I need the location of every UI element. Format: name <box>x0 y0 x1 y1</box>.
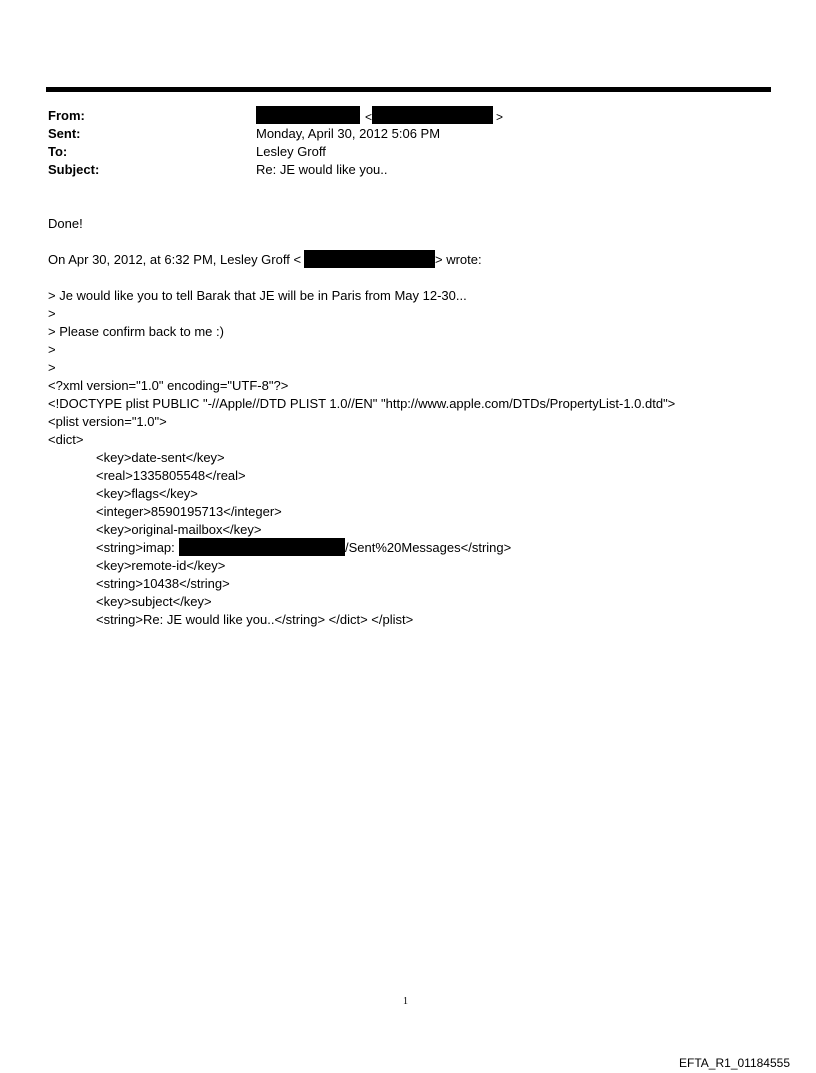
reply-text: Done! <box>48 216 83 231</box>
redacted-imap-account <box>179 538 345 556</box>
plist-line: <!DOCTYPE plist PUBLIC "-//Apple//DTD PLIST 1.0//EN" "http://www.apple.com/DTDs/PropertyList-1.0.dtd"> <box>48 396 676 411</box>
redacted-quoted-email <box>304 250 435 268</box>
document-id: EFTA_R1_01184555 <box>679 1056 790 1070</box>
plist-line: <dict> <box>48 432 84 447</box>
to-label: To: <box>48 144 68 159</box>
quote-intro-prefix: On Apr 30, 2012, at 6:32 PM, Lesley Groff < <box>48 252 302 267</box>
page-number: 1 <box>403 996 408 1007</box>
redacted-sender-name <box>256 106 360 124</box>
to-value: Lesley Groff <box>256 144 326 159</box>
quoted-line: > Je would like you to tell Barak that JE will be in Paris from May 12-30... <box>48 288 467 303</box>
subject-value: Re: JE would like you.. <box>256 162 388 177</box>
dict-line-imap-suffix: /Sent%20Messages</string> <box>345 540 512 555</box>
from-close-bracket: > <box>496 110 504 124</box>
dict-line: <string>10438</string> <box>96 576 230 591</box>
dict-line: <key>subject</key> <box>96 594 212 609</box>
quoted-line: > <box>48 342 56 357</box>
from-open-bracket: < <box>365 110 373 124</box>
quoted-line: > Please confirm back to me :) <box>48 324 224 339</box>
dict-line-imap-prefix: <string>imap: <box>96 540 175 555</box>
subject-label: Subject: <box>48 162 100 177</box>
dict-line: <key>flags</key> <box>96 486 198 501</box>
from-label: From: <box>48 108 85 123</box>
dict-line: <integer>8590195713</integer> <box>96 504 282 519</box>
dict-line: <key>remote-id</key> <box>96 558 226 573</box>
redacted-sender-email <box>372 106 493 124</box>
sent-value: Monday, April 30, 2012 5:06 PM <box>256 126 441 141</box>
dict-line: <key>date-sent</key> <box>96 450 225 465</box>
quoted-line: > <box>48 306 56 321</box>
plist-line: <?xml version="1.0" encoding="UTF-8"?> <box>48 378 289 393</box>
plist-line: <plist version="1.0"> <box>48 414 167 429</box>
dict-line: <key>original-mailbox</key> <box>96 522 262 537</box>
dict-line: <string>Re: JE would like you..</string> </dict> </plist> <box>96 612 414 627</box>
sent-label: Sent: <box>48 126 81 141</box>
quote-intro-suffix: > wrote: <box>435 252 482 267</box>
dict-line: <real>1335805548</real> <box>96 468 246 483</box>
header-rule <box>46 87 771 92</box>
quoted-line: > <box>48 360 56 375</box>
